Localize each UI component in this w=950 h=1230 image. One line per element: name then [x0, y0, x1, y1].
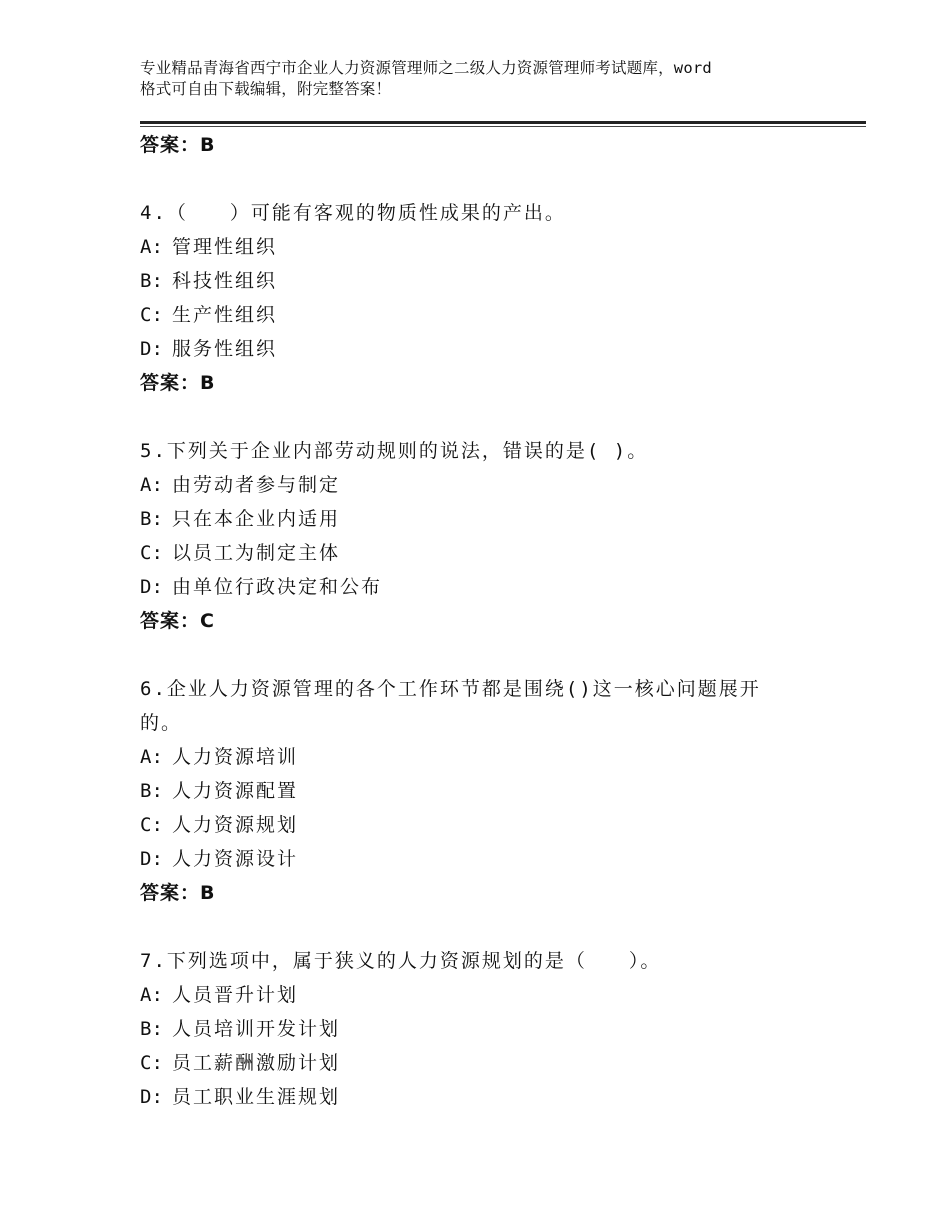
option-key: A:	[140, 474, 163, 496]
option-c	[140, 808, 780, 842]
option-key: C:	[140, 1052, 163, 1074]
option-text: 服务性组织	[172, 338, 278, 360]
option-a	[140, 978, 780, 1012]
option-key: B:	[140, 508, 163, 530]
option-text: 人力资源规划	[172, 814, 299, 836]
option-text: 人员晋升计划	[172, 984, 299, 1006]
question-7	[140, 944, 780, 1114]
option-b	[140, 264, 780, 298]
option-key: D:	[140, 338, 163, 360]
question-stem: 5.下列关于企业内部劳动规则的说法，错误的是( )。	[140, 440, 649, 462]
option-a	[140, 740, 780, 774]
question-6	[140, 672, 780, 910]
answer-line: 答案：C	[140, 610, 215, 632]
option-text: 由劳动者参与制定	[172, 474, 341, 496]
header-divider	[140, 121, 866, 124]
option-a	[140, 230, 780, 264]
question-stem: 4.（ ）可能有客观的物质性成果的产出。	[140, 202, 566, 224]
option-key: C:	[140, 814, 163, 836]
option-key: C:	[140, 542, 163, 564]
option-key: D:	[140, 576, 163, 598]
option-b	[140, 502, 780, 536]
option-key: A:	[140, 746, 163, 768]
option-text: 员工职业生涯规划	[172, 1086, 341, 1108]
option-b	[140, 774, 780, 808]
option-text: 只在本企业内适用	[172, 508, 341, 530]
option-text: 管理性组织	[172, 236, 278, 258]
option-text: 人员培训开发计划	[172, 1018, 341, 1040]
option-key: B:	[140, 270, 163, 292]
option-b	[140, 1012, 780, 1046]
option-key: D:	[140, 848, 163, 870]
option-key: D:	[140, 1086, 163, 1108]
option-text: 人力资源配置	[172, 780, 299, 802]
question-stem: 7.下列选项中，属于狭义的人力资源规划的是（ ）。	[140, 950, 662, 972]
answer-line: 答案：B	[140, 134, 216, 156]
option-key: B:	[140, 780, 163, 802]
option-text: 人力资源设计	[172, 848, 299, 870]
option-c	[140, 536, 780, 570]
question-list	[140, 128, 780, 1114]
option-d	[140, 332, 780, 366]
option-text: 以员工为制定主体	[172, 542, 341, 564]
option-key: B:	[140, 1018, 163, 1040]
option-a	[140, 468, 780, 502]
option-text: 员工薪酬激励计划	[172, 1052, 341, 1074]
option-c	[140, 298, 780, 332]
option-d	[140, 570, 780, 604]
option-text: 由单位行政决定和公布	[172, 576, 383, 598]
document-header	[140, 58, 840, 100]
header-divider-thin	[140, 126, 866, 127]
question-5	[140, 434, 780, 638]
question-4	[140, 196, 780, 400]
option-text: 人力资源培训	[172, 746, 299, 768]
option-text: 科技性组织	[172, 270, 278, 292]
option-d	[140, 1080, 780, 1114]
header-title-line-2: 格式可自由下载编辑，附完整答案！	[140, 80, 392, 98]
option-text: 生产性组织	[172, 304, 278, 326]
header-title-line-1: 专业精品青海省西宁市企业人力资源管理师之二级人力资源管理师考试题库，word	[140, 59, 712, 77]
question-stem: 6.企业人力资源管理的各个工作环节都是围绕()这一核心问题展开的。	[140, 678, 761, 734]
answer-line: 答案：B	[140, 882, 216, 904]
answer-line: 答案：B	[140, 372, 216, 394]
option-key: C:	[140, 304, 163, 326]
option-key: A:	[140, 236, 163, 258]
option-d	[140, 842, 780, 876]
option-c	[140, 1046, 780, 1080]
option-key: A:	[140, 984, 163, 1006]
